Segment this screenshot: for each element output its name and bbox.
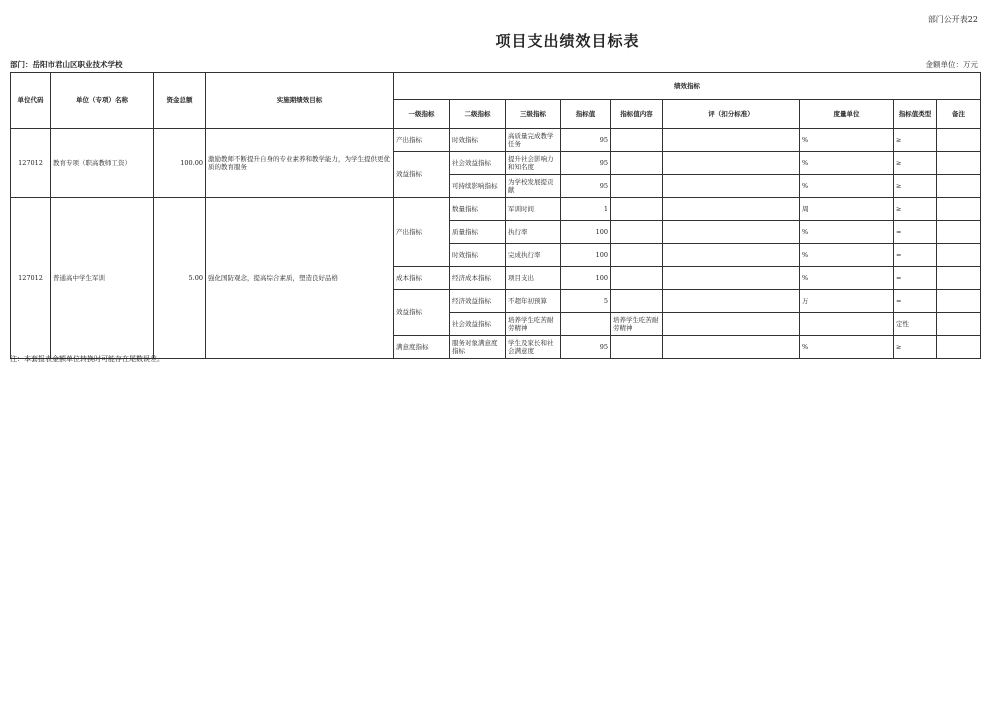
value-cell: 1 (561, 198, 611, 221)
scoring-cell (663, 336, 800, 359)
form-number: 部门公开表22 (927, 15, 978, 24)
header-level3: 三级指标 (506, 100, 561, 129)
value-cell: 95 (561, 336, 611, 359)
value-type-cell: ≥ (894, 336, 937, 359)
value-type-cell: ≥ (894, 152, 937, 175)
unit-code-cell: 127012 (11, 129, 51, 198)
total-funds-cell: 100.00 (154, 129, 206, 198)
table-body (11, 129, 981, 359)
level3-cell: 培养学生吃苦耐劳精神 (506, 313, 561, 336)
value-content-cell (611, 221, 663, 244)
value-type-cell: ≥ (894, 198, 937, 221)
level2-cell: 可持续影响指标 (450, 175, 506, 198)
header-total-funds: 资金总额 (154, 73, 206, 129)
measure-unit-cell (800, 313, 894, 336)
remarks-cell (937, 175, 981, 198)
header-remarks: 备注 (937, 100, 981, 129)
remarks-cell (937, 290, 981, 313)
header-measure-unit: 度量单位 (800, 100, 894, 129)
measure-unit-cell: % (800, 336, 894, 359)
measure-unit-cell: % (800, 244, 894, 267)
header-level2: 二级指标 (450, 100, 506, 129)
header-unit-name: 单位（专项）名称 (51, 73, 154, 129)
scoring-cell (663, 313, 800, 336)
level2-cell: 经济效益指标 (450, 290, 506, 313)
measure-unit-cell: % (800, 267, 894, 290)
level2-cell: 服务对象满意度指标 (450, 336, 506, 359)
level2-cell: 社会效益指标 (450, 313, 506, 336)
header-scoring: 评（扣分标准） (663, 100, 800, 129)
value-type-cell: = (894, 221, 937, 244)
value-cell: 95 (561, 175, 611, 198)
value-type-cell: 定性 (894, 313, 937, 336)
level3-cell: 完成执行率 (506, 244, 561, 267)
remarks-cell (937, 244, 981, 267)
value-type-cell: = (894, 290, 937, 313)
value-type-cell: ≥ (894, 175, 937, 198)
value-content-cell (611, 290, 663, 313)
level2-cell: 时效指标 (450, 129, 506, 152)
level1-cell: 效益指标 (394, 152, 450, 198)
value-cell: 5 (561, 290, 611, 313)
header-value-content: 指标值内容 (611, 100, 663, 129)
value-content-cell: 培养学生吃苦耐劳精神 (611, 313, 663, 336)
level1-cell: 产出指标 (394, 198, 450, 267)
measure-unit-cell: 万 (800, 290, 894, 313)
unit-name-cell: 教育专项（职高教师工资） (51, 129, 154, 198)
value-cell: 100 (561, 267, 611, 290)
scoring-cell (663, 267, 800, 290)
measure-unit-cell: % (800, 129, 894, 152)
remarks-cell (937, 313, 981, 336)
header-unit-code: 单位代码 (11, 73, 51, 129)
level1-cell: 成本指标 (394, 267, 450, 290)
level3-cell: 为学校发展提贡献 (506, 175, 561, 198)
scoring-cell (663, 198, 800, 221)
value-content-cell (611, 129, 663, 152)
remarks-cell (937, 198, 981, 221)
value-cell: 95 (561, 129, 611, 152)
total-funds-cell: 5.00 (154, 198, 206, 359)
level2-cell: 经济成本指标 (450, 267, 506, 290)
page-title: 项目支出绩效目标表 (495, 32, 640, 50)
table-row (11, 198, 981, 221)
level2-cell: 数量指标 (450, 198, 506, 221)
level3-cell: 高质量完成教学任务 (506, 129, 561, 152)
unit-code-cell: 127012 (11, 198, 51, 359)
goal-cell: 强化国防观念，提高综合素质，塑造良好品格 (206, 198, 394, 359)
value-content-cell (611, 336, 663, 359)
unit-name-cell: 普通高中学生军训 (51, 198, 154, 359)
level2-cell: 质量指标 (450, 221, 506, 244)
value-cell: 100 (561, 244, 611, 267)
level2-cell: 时效指标 (450, 244, 506, 267)
remarks-cell (937, 336, 981, 359)
header-value-type: 指标值类型 (894, 100, 937, 129)
value-content-cell (611, 152, 663, 175)
scoring-cell (663, 244, 800, 267)
remarks-cell (937, 129, 981, 152)
measure-unit-cell: 周 (800, 198, 894, 221)
remarks-cell (937, 152, 981, 175)
scoring-cell (663, 129, 800, 152)
value-content-cell (611, 175, 663, 198)
level3-cell: 不超年初预算 (506, 290, 561, 313)
value-content-cell (611, 244, 663, 267)
level3-cell: 学生及家长和社会满意度 (506, 336, 561, 359)
value-content-cell (611, 198, 663, 221)
header-perf-group: 绩效指标 (394, 73, 981, 100)
level2-cell: 社会效益指标 (450, 152, 506, 175)
measure-unit-cell: % (800, 175, 894, 198)
level1-cell: 满意度指标 (394, 336, 450, 359)
table-row (11, 129, 981, 152)
level1-cell: 效益指标 (394, 290, 450, 336)
scoring-cell (663, 152, 800, 175)
level3-cell: 执行率 (506, 221, 561, 244)
level3-cell: 军训时间 (506, 198, 561, 221)
scoring-cell (663, 175, 800, 198)
value-type-cell: = (894, 267, 937, 290)
scoring-cell (663, 290, 800, 313)
header-level1: 一级指标 (394, 100, 450, 129)
value-content-cell (611, 267, 663, 290)
footer-note: 注：本套报表金额单位转换时可能存在尾数误差。 (10, 355, 164, 363)
goal-cell: 激励教师不断提升自身的专业素养和教学能力，为学生提供更优质的教育服务 (206, 129, 394, 198)
value-cell (561, 313, 611, 336)
level3-cell: 提升社会影响力和知名度 (506, 152, 561, 175)
performance-table (10, 72, 981, 359)
amount-unit-label: 金额单位：万元 (925, 60, 978, 69)
measure-unit-cell: % (800, 152, 894, 175)
value-cell: 95 (561, 152, 611, 175)
value-cell: 100 (561, 221, 611, 244)
value-type-cell: = (894, 244, 937, 267)
value-type-cell: ≥ (894, 129, 937, 152)
level3-cell: 项目支出 (506, 267, 561, 290)
header-goal: 实施期绩效目标 (206, 73, 394, 129)
level1-cell: 产出指标 (394, 129, 450, 152)
department-label: 部门：岳阳市君山区职业技术学校 (10, 60, 123, 69)
header-value: 指标值 (561, 100, 611, 129)
remarks-cell (937, 221, 981, 244)
remarks-cell (937, 267, 981, 290)
scoring-cell (663, 221, 800, 244)
measure-unit-cell: % (800, 221, 894, 244)
